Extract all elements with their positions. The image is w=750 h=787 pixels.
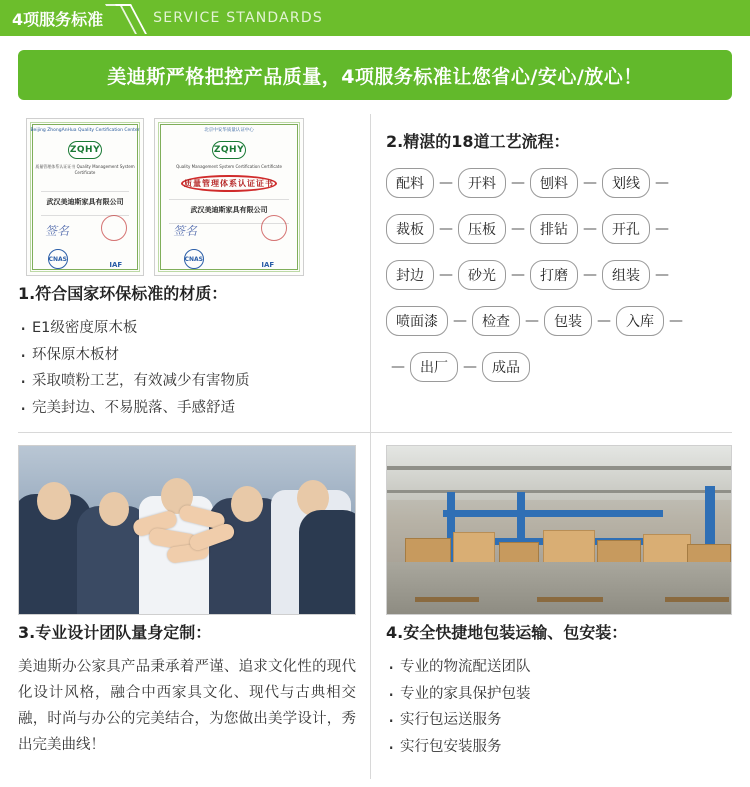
section-process	[370, 114, 732, 422]
top-header-bar	[0, 0, 750, 36]
list-item: · 实行包运送服务	[386, 707, 732, 734]
header-title-cn: 4项服务标准	[12, 9, 104, 29]
materials-bullet-list	[18, 315, 356, 422]
cert2-title: 北京中安华质量认证中心	[204, 128, 254, 133]
cert1-title: Beijing ZhongAnHua Quality Certification Center	[30, 128, 140, 133]
promo-banner	[18, 50, 732, 100]
cert2-stamp-icon	[261, 215, 287, 241]
certificate-gallery	[18, 114, 356, 276]
step-separator: —	[525, 312, 539, 329]
cert1-accreditation-badges	[27, 249, 143, 269]
step-separator: —	[655, 266, 669, 283]
process-heading: 2.精湛的18道工艺流程：	[386, 132, 570, 151]
certificate-image-1	[26, 118, 144, 276]
iaf-badge-icon: IAF	[261, 261, 275, 269]
process-step: 划线	[602, 168, 650, 198]
process-step-row-3	[386, 255, 732, 295]
step-separator: —	[511, 266, 525, 283]
step-separator: —	[439, 266, 453, 283]
logistics-heading: 4.安全快捷地包装运输、包安装：	[386, 623, 628, 643]
chevron-right-icon	[113, 0, 139, 36]
certificate-image-2	[154, 118, 304, 276]
step-separator: —	[439, 174, 453, 191]
cnas-badge-icon: CNAS	[48, 249, 68, 269]
promo-banner-text: 美迪斯严格把控产品质量，4项服务标准让您省心/安心/放心！	[107, 65, 643, 88]
process-step: 压板	[458, 214, 506, 244]
content-grid	[18, 114, 732, 779]
cnas-badge-icon: CNAS	[184, 249, 204, 269]
process-step: 打磨	[530, 260, 578, 290]
banner-container	[0, 36, 750, 100]
process-step: 封边	[386, 260, 434, 290]
process-step: 刨料	[530, 168, 578, 198]
cert1-subtitle: 质量管理体系认证证书 Quality Management System Certificate	[35, 164, 135, 176]
materials-heading: 1.符合国家环保标准的材质：	[18, 284, 228, 303]
cert2-accreditation-badges	[155, 249, 303, 269]
list-item: · 专业的物流配送团队	[386, 654, 732, 681]
cert2-signature: 签名	[173, 224, 198, 238]
cert1-logo: ZQHY	[68, 141, 102, 159]
section-logistics	[370, 445, 732, 761]
step-separator: —	[511, 174, 525, 191]
cert1-company-name: 武汉美迪斯家具有限公司	[46, 198, 124, 206]
cert1-stamp-icon	[101, 215, 127, 241]
step-separator: —	[439, 220, 453, 237]
process-step: 组装	[602, 260, 650, 290]
step-separator: —	[669, 312, 683, 329]
step-separator: —	[655, 174, 669, 191]
step-separator: —	[583, 174, 597, 191]
step-separator: —	[597, 312, 611, 329]
list-item: · 专业的家具保护包装	[386, 681, 732, 708]
step-separator: —	[391, 358, 405, 375]
process-step-row-1	[386, 163, 732, 203]
process-step: 入库	[616, 306, 664, 336]
design-paragraph: 美迪斯办公家具产品秉承着严谨、追求文化性的现代化设计风格，融合中西家具文化、现代与古典相交融，时尚与办公的完美结合，为您做出美学设计，秀出完美曲线！	[18, 658, 356, 754]
grid-row-bottom	[18, 445, 732, 761]
team-photo	[18, 445, 356, 615]
grid-row-top	[18, 114, 732, 422]
list-item: · 完美封边、不易脱落、手感舒适	[18, 395, 356, 422]
process-step: 开孔	[602, 214, 650, 244]
list-item: · 采取喷粉工艺，有效减少有害物质	[18, 368, 356, 395]
design-heading: 3.专业设计团队量身定制：	[18, 623, 212, 643]
process-step: 裁板	[386, 214, 434, 244]
step-separator: —	[463, 358, 477, 375]
process-step-row-5	[386, 347, 732, 387]
process-step: 开料	[458, 168, 506, 198]
warehouse-photo	[386, 445, 732, 615]
process-step: 包装	[544, 306, 592, 336]
process-step: 喷面漆	[386, 306, 448, 336]
step-separator: —	[583, 266, 597, 283]
step-separator: —	[511, 220, 525, 237]
logistics-bullet-list	[386, 654, 732, 761]
process-step: 配料	[386, 168, 434, 198]
process-step-row-4	[386, 301, 732, 341]
process-step: 砂光	[458, 260, 506, 290]
cert2-subtitle: Quality Management System Certification Certificate	[176, 164, 282, 169]
step-separator: —	[655, 220, 669, 237]
section-design	[18, 445, 370, 761]
step-separator: —	[583, 220, 597, 237]
horizontal-divider	[18, 432, 732, 433]
joined-hands-icon	[127, 497, 247, 569]
header-title-en: SERVICE STANDARDS	[153, 10, 323, 26]
iaf-badge-icon: IAF	[109, 261, 123, 269]
cert2-company-name: 武汉美迪斯家具有限公司	[190, 206, 268, 214]
cert2-logo: ZQHY	[212, 141, 246, 159]
process-step-row-2	[386, 209, 732, 249]
cert2-stamp-text: 质量管理体系认证证书	[184, 179, 274, 188]
step-separator: —	[453, 312, 467, 329]
cert1-signature: 签名	[45, 224, 70, 238]
process-step: 检查	[472, 306, 520, 336]
process-step: 排钻	[530, 214, 578, 244]
process-step: 成品	[482, 352, 530, 382]
list-item: · 环保原木板材	[18, 342, 356, 369]
list-item: · 实行包安装服务	[386, 734, 732, 761]
process-step: 出厂	[410, 352, 458, 382]
list-item: · E1级密度原木板	[18, 315, 356, 342]
section-materials	[18, 114, 370, 422]
